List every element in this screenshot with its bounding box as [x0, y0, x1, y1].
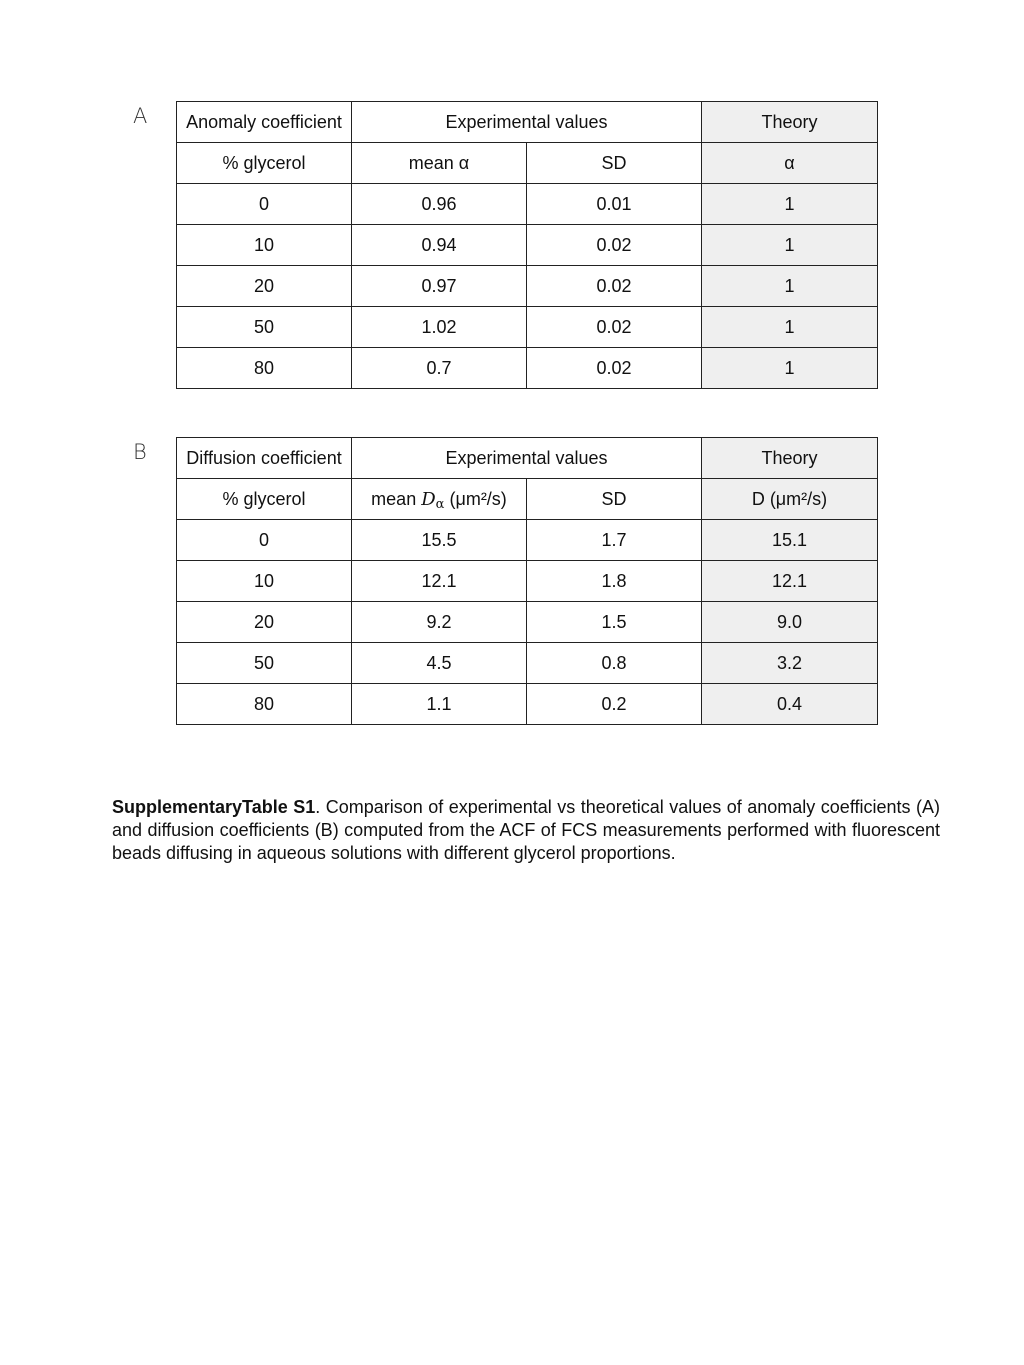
cell-mean: 12.1 [352, 561, 527, 602]
subheader-sd: SD [527, 479, 702, 520]
cell-sd: 0.01 [527, 184, 702, 225]
subheader-sd: SD [527, 143, 702, 184]
table-row [177, 225, 878, 266]
panel-label-a: A [133, 104, 148, 128]
mean-prefix: mean [371, 488, 417, 509]
alpha-subscript: α [435, 496, 445, 512]
header-theory: Theory [702, 438, 878, 479]
header-experimental-values: Experimental values [352, 438, 702, 479]
caption-title: SupplementaryTable S1 [112, 797, 316, 817]
cell-sd: 0.02 [527, 307, 702, 348]
cell-glycerol: 10 [177, 225, 352, 266]
d-symbol: D [421, 488, 436, 510]
cell-theory: 15.1 [702, 520, 878, 561]
subheader-mean-d-alpha [352, 479, 527, 520]
unit-label: (μm²/s) [449, 488, 507, 509]
cell-glycerol: 20 [177, 266, 352, 307]
cell-sd: 1.8 [527, 561, 702, 602]
cell-sd: 1.7 [527, 520, 702, 561]
cell-mean: 1.02 [352, 307, 527, 348]
cell-sd: 0.02 [527, 225, 702, 266]
caption-text: . Comparison of experimental vs theoretical values of anomaly coefficients (A) and diffusion coefficients (B) computed from the ACF of FCS measurements performed with fluorescent beads diffusing in aqueous solutions with different glycerol proportions. [112, 797, 940, 863]
subheader-glycerol: % glycerol [177, 479, 352, 520]
anomaly-coefficient-table [176, 101, 878, 389]
header-anomaly-coefficient: Anomaly coefficient [177, 102, 352, 143]
subheader-theory-d: D (μm²/s) [702, 479, 878, 520]
table-row [177, 561, 878, 602]
subheader-glycerol: % glycerol [177, 143, 352, 184]
cell-theory: 0.4 [702, 684, 878, 725]
cell-mean: 0.96 [352, 184, 527, 225]
cell-glycerol: 80 [177, 348, 352, 389]
panel-label-b: B [133, 440, 147, 464]
cell-sd: 0.2 [527, 684, 702, 725]
subheader-theory-alpha: α [702, 143, 878, 184]
table-row [177, 266, 878, 307]
cell-mean: 0.94 [352, 225, 527, 266]
table-row [177, 348, 878, 389]
cell-glycerol: 50 [177, 307, 352, 348]
diffusion-coefficient-table [176, 437, 878, 725]
table-row [177, 602, 878, 643]
cell-glycerol: 50 [177, 643, 352, 684]
table-subheader-row [177, 479, 878, 520]
table-row [177, 184, 878, 225]
table-header-row [177, 438, 878, 479]
cell-theory: 12.1 [702, 561, 878, 602]
table-row [177, 520, 878, 561]
cell-theory: 9.0 [702, 602, 878, 643]
cell-theory: 3.2 [702, 643, 878, 684]
cell-mean: 0.7 [352, 348, 527, 389]
cell-glycerol: 10 [177, 561, 352, 602]
cell-glycerol: 0 [177, 520, 352, 561]
table-caption [112, 796, 940, 865]
cell-mean: 4.5 [352, 643, 527, 684]
subheader-mean-alpha: mean α [352, 143, 527, 184]
table-row [177, 643, 878, 684]
table-header-row [177, 102, 878, 143]
cell-mean: 15.5 [352, 520, 527, 561]
header-diffusion-coefficient: Diffusion coefficient [177, 438, 352, 479]
cell-theory: 1 [702, 307, 878, 348]
cell-theory: 1 [702, 225, 878, 266]
header-experimental-values: Experimental values [352, 102, 702, 143]
cell-sd: 1.5 [527, 602, 702, 643]
cell-sd: 0.02 [527, 348, 702, 389]
cell-glycerol: 20 [177, 602, 352, 643]
cell-glycerol: 0 [177, 184, 352, 225]
table-subheader-row [177, 143, 878, 184]
cell-mean: 0.97 [352, 266, 527, 307]
table-row [177, 684, 878, 725]
cell-sd: 0.8 [527, 643, 702, 684]
cell-theory: 1 [702, 266, 878, 307]
table-row [177, 307, 878, 348]
cell-mean: 9.2 [352, 602, 527, 643]
cell-sd: 0.02 [527, 266, 702, 307]
cell-theory: 1 [702, 184, 878, 225]
cell-glycerol: 80 [177, 684, 352, 725]
cell-mean: 1.1 [352, 684, 527, 725]
header-theory: Theory [702, 102, 878, 143]
cell-theory: 1 [702, 348, 878, 389]
